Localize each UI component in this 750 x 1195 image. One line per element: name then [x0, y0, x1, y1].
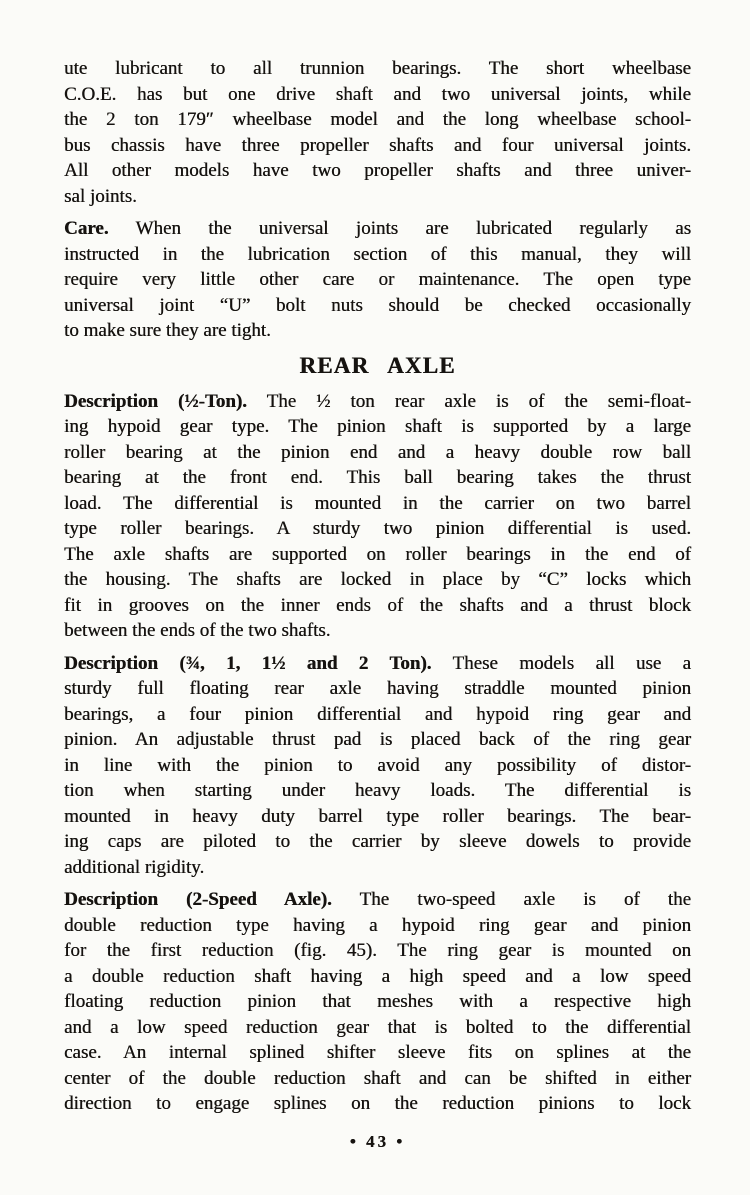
- page-number: • 43 •: [349, 1131, 406, 1151]
- paragraph-lead: Description (½-Ton).: [64, 390, 247, 412]
- text-line: between the ends of the two shafts.: [64, 620, 331, 641]
- paragraph-lead: Care.: [64, 218, 109, 239]
- text-line: bus chassis have three propeller shafts and four universal joints.: [64, 134, 691, 156]
- text-line: roller bearing at the pinion end and a heavy double row ball: [64, 441, 691, 463]
- paragraph-lines: [64, 676, 691, 880]
- text-line: ute lubricant to all trunnion bearings. The short wheelbase: [64, 58, 691, 79]
- text-line: All other models have two propeller shafts and three univer-: [64, 160, 691, 181]
- section-heading-rear-axle: REAR AXLE: [299, 352, 456, 378]
- text-line: C.O.E. has but one drive shaft and two universal joints, while: [64, 83, 691, 105]
- text-line: additional rigidity.: [64, 856, 205, 878]
- text-line: case. An internal splined shifter sleeve fits on splines at the: [64, 1042, 691, 1063]
- text-line: pinion. An adjustable thrust pad is placed back of the ring gear: [64, 729, 691, 750]
- text-line: sal joints.: [64, 185, 137, 207]
- paragraph-first-line-text: The two-speed axle is of the: [331, 889, 692, 910]
- paragraph-first-line-text: These models all use a: [431, 652, 691, 674]
- text-line: ing hypoid gear type. The pinion shaft is supported by a large: [64, 416, 691, 437]
- text-line: universal joint “U” bolt nuts should be checked occasionally: [64, 294, 691, 316]
- text-line: [64, 389, 691, 415]
- text-line: double reduction type having a hypoid ring gear and pinion: [64, 914, 691, 936]
- text-line: in line with the pinion to avoid any possibility of distor-: [64, 754, 691, 776]
- paragraph-description-half-ton: [64, 389, 691, 644]
- text-line: [64, 216, 691, 242]
- paragraph-lines: [64, 242, 691, 344]
- text-column: [64, 56, 691, 1152]
- text-line: the housing. The shafts are locked in place by “C” locks which: [64, 569, 691, 590]
- text-line: center of the double reduction shaft and can be shifted in either: [64, 1067, 691, 1089]
- text-line: for the first reduction (fig. 45). The ring gear is mounted on: [64, 940, 691, 961]
- paragraph-lines: [64, 414, 691, 644]
- text-line: fit in grooves on the inner ends of the shafts and a thrust block: [64, 594, 691, 616]
- text-line: type roller bearings. A sturdy two pinion differential is used.: [64, 518, 691, 539]
- text-line: tion when starting under heavy loads. The differential is: [64, 780, 691, 801]
- text-line: floating reduction pinion that meshes with a respective high: [64, 991, 691, 1012]
- text-line: ing caps are piloted to the carrier by sleeve dowels to provide: [64, 831, 691, 852]
- paragraph-first-line-text: When the universal joints are lubricated regularly as: [108, 218, 691, 239]
- paragraph-description-two-speed-axle: [64, 887, 691, 1117]
- text-line: bearing at the front end. This ball bearing takes the thrust: [64, 467, 691, 488]
- text-line: mounted in heavy duty barrel type roller bearings. The bear-: [64, 805, 691, 827]
- paragraph-lead: Description (¾, 1, 1½ and 2 Ton).: [64, 652, 432, 674]
- text-line: load. The differential is mounted in the carrier on two barrel: [64, 492, 691, 514]
- text-line: bearings, a four pinion differential and hypoid ring gear and: [64, 703, 691, 725]
- text-line: sturdy full floating rear axle having straddle mounted pinion: [64, 678, 691, 699]
- text-line: The axle shafts are supported on roller bearings in the end of: [64, 543, 691, 565]
- paragraph-propeller-shafts: [64, 56, 691, 209]
- text-line: to make sure they are tight.: [64, 320, 271, 341]
- paragraph-description-multi-ton: [64, 651, 691, 881]
- text-line: [64, 651, 691, 677]
- text-line: require very little other care or maintenance. The open type: [64, 269, 691, 290]
- paragraph-first-line-text: The ½ ton rear axle is of the semi-float-: [246, 390, 691, 412]
- paragraph-lines: [64, 913, 691, 1117]
- paragraph-lead: Description (2-Speed Axle).: [64, 889, 332, 910]
- text-line: and a low speed reduction gear that is bolted to the differential: [64, 1016, 691, 1038]
- text-line: a double reduction shaft having a high speed and a low speed: [64, 965, 691, 987]
- text-line: direction to engage splines on the reduction pinions to lock: [64, 1093, 691, 1114]
- text-line: instructed in the lubrication section of this manual, they will: [64, 243, 691, 265]
- text-line: [64, 887, 691, 913]
- text-line: the 2 ton 179″ wheelbase model and the long wheelbase school-: [64, 109, 691, 130]
- paragraph-care: [64, 216, 691, 344]
